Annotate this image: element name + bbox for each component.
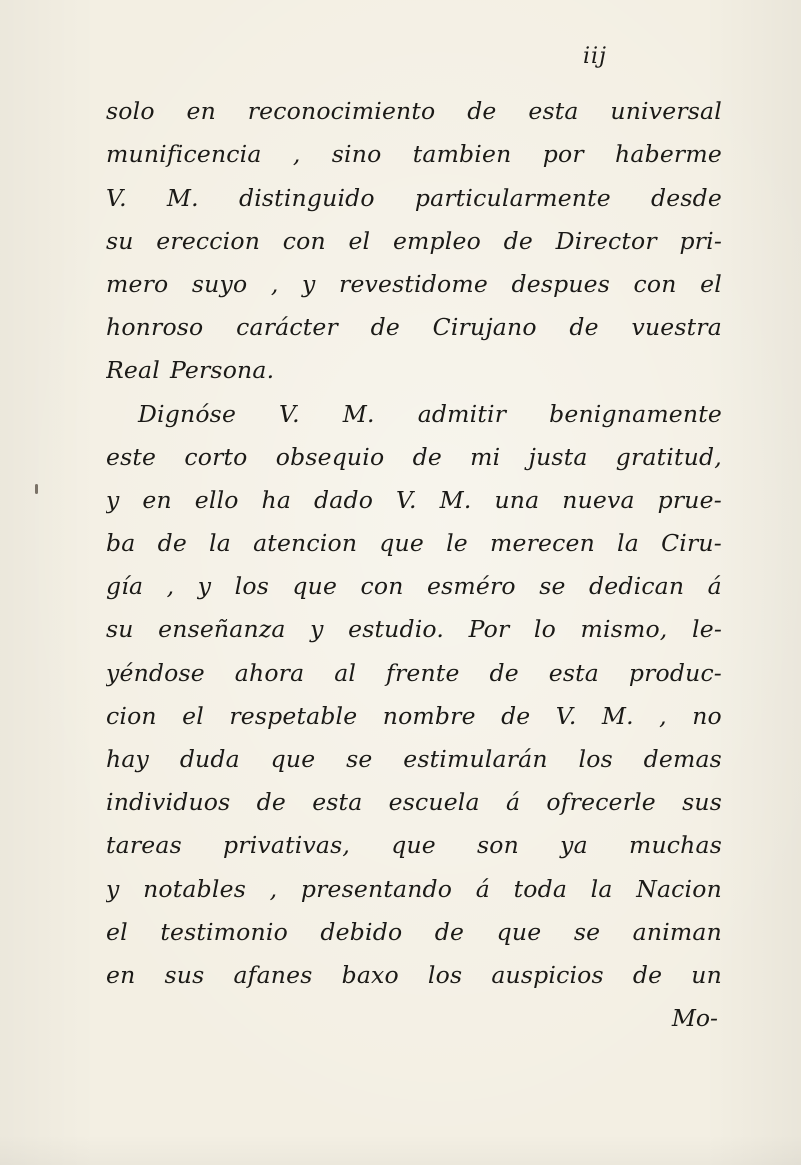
word: dado: [314, 485, 374, 514]
word: admitir: [417, 399, 507, 428]
word: á: [505, 788, 521, 817]
catchword-line: [106, 989, 722, 1032]
word: cion: [106, 701, 157, 730]
text-line: [106, 773, 722, 816]
word: la: [617, 529, 639, 558]
word: M.: [166, 183, 199, 212]
word: pri-: [679, 226, 722, 255]
word: baxo: [341, 960, 399, 989]
word: á: [707, 572, 722, 601]
text-line: [106, 255, 722, 298]
word: Real: [106, 356, 160, 385]
word: de: [569, 313, 599, 342]
text-line: [106, 168, 722, 211]
word: que: [391, 831, 436, 860]
word: de: [632, 960, 663, 989]
word: de: [256, 788, 286, 817]
text-line: [106, 557, 722, 600]
word: y: [310, 615, 324, 644]
word: M.: [342, 399, 375, 428]
word: solo: [106, 97, 155, 126]
text-line: [106, 341, 722, 384]
word: M.: [601, 701, 634, 730]
word: esta: [312, 788, 363, 817]
word: con: [282, 226, 326, 255]
word: á: [475, 874, 490, 903]
word: presentando: [300, 874, 453, 903]
word: de: [501, 701, 531, 730]
word: vuestra: [631, 313, 722, 342]
page-edge-mark: [35, 484, 38, 494]
word: tambien: [412, 140, 512, 169]
word: afanes: [233, 960, 313, 989]
word: gía: [106, 572, 144, 601]
word: suyo: [191, 269, 248, 298]
word: la: [590, 874, 613, 903]
word: demas: [643, 745, 722, 773]
word: animan: [632, 917, 722, 946]
word: por: [542, 140, 584, 169]
word: ,: [292, 140, 301, 169]
word: tareas: [106, 831, 182, 860]
word: son: [477, 831, 519, 860]
text-line: [106, 82, 722, 125]
word: prue-: [657, 485, 722, 514]
word: despues: [511, 269, 611, 298]
word: escuela: [388, 788, 480, 817]
word: haberme: [615, 140, 722, 169]
word: con: [633, 269, 677, 298]
word: le: [446, 529, 468, 558]
word: que: [496, 917, 542, 946]
word: Cirujano: [432, 313, 537, 342]
text-line: [106, 212, 722, 255]
word: obsequio: [275, 442, 385, 471]
text-line: [106, 600, 722, 643]
word: respetable: [229, 701, 358, 730]
word: mi: [470, 442, 501, 471]
word: de: [412, 442, 442, 471]
word: este: [106, 442, 157, 471]
word: ,: [269, 874, 278, 903]
word: Persona.: [169, 356, 275, 385]
text-line: [106, 384, 722, 427]
word: ahora: [234, 658, 305, 687]
text-line: [106, 946, 722, 989]
word: ello: [194, 485, 239, 514]
word: merecen: [490, 529, 595, 558]
word: V.: [555, 701, 577, 730]
text-line: [106, 816, 722, 859]
word: de: [489, 658, 519, 687]
word: ofrecerle: [546, 788, 656, 817]
word: Dignóse: [138, 399, 237, 428]
word: el: [348, 226, 371, 255]
word: particularmente: [414, 183, 611, 212]
text-line: [106, 514, 722, 557]
word: nombre: [382, 701, 476, 730]
word: M.: [439, 485, 472, 514]
text-line: [106, 428, 722, 471]
word: produc-: [628, 658, 722, 687]
word: y: [197, 572, 212, 601]
text-line: [106, 903, 722, 946]
word: se: [539, 572, 566, 601]
text-line: [106, 859, 722, 902]
word: que: [292, 572, 338, 601]
word: ,: [270, 269, 279, 298]
word: ,: [659, 701, 667, 730]
word: muchas: [628, 831, 722, 860]
word: el: [106, 917, 128, 946]
word: frente: [386, 658, 460, 687]
page-number: iij: [583, 44, 607, 69]
word: de: [370, 313, 400, 342]
word: ba: [106, 529, 136, 558]
word: V.: [395, 485, 417, 514]
word: de: [157, 529, 187, 558]
word: un: [691, 960, 722, 989]
word: mero: [106, 269, 169, 298]
word: notables: [143, 874, 246, 903]
word: duda: [179, 745, 240, 773]
catchword: Mo-: [671, 1004, 718, 1033]
word: toda: [513, 874, 568, 903]
word: reconocimiento: [247, 97, 436, 126]
word: ereccion: [156, 226, 261, 255]
word: el: [700, 269, 722, 298]
word: benignamente: [549, 399, 722, 428]
word: universal: [610, 97, 722, 126]
word: estudio.: [348, 615, 445, 644]
word: la: [209, 529, 231, 558]
word: le-: [692, 615, 722, 644]
text-line: [106, 471, 722, 514]
text-line: [106, 687, 722, 730]
word: esta: [528, 97, 579, 126]
word: desde: [651, 183, 722, 212]
word: al: [334, 658, 357, 687]
word: lo: [533, 615, 556, 644]
word: en: [106, 960, 136, 989]
text-line: [106, 125, 722, 168]
word: de: [434, 917, 465, 946]
word: corto: [184, 442, 248, 471]
word: revestidome: [339, 269, 488, 298]
word: V.: [279, 399, 300, 428]
word: en: [186, 97, 216, 126]
word: Por: [468, 615, 510, 644]
word: enseñanza: [158, 615, 286, 644]
word: justa: [528, 442, 588, 471]
word: ha: [261, 485, 292, 514]
text-line: [106, 298, 722, 341]
word: ya: [560, 831, 588, 860]
word: que: [270, 745, 316, 773]
word: empleo: [392, 226, 481, 255]
word: que: [379, 529, 424, 558]
word: ,: [166, 572, 175, 601]
text-line: [106, 643, 722, 686]
word: Director: [555, 226, 657, 255]
word: de: [467, 97, 497, 126]
word: sino: [331, 140, 382, 169]
word: los: [427, 960, 463, 989]
word: en: [142, 485, 172, 514]
word: no: [692, 701, 722, 730]
word: yéndose: [106, 658, 205, 687]
word: su: [106, 226, 134, 255]
word: auspicios: [491, 960, 604, 989]
word: nueva: [562, 485, 635, 514]
text-line: [106, 730, 722, 773]
paper-shadow: [0, 1135, 801, 1165]
word: gratitud,: [615, 442, 722, 471]
body-text: [106, 82, 722, 1032]
word: el: [182, 701, 204, 730]
word: estimularán: [403, 745, 548, 773]
word: y: [302, 269, 316, 298]
word: testimonio: [160, 917, 288, 946]
word: los: [578, 745, 613, 773]
word: dedican: [589, 572, 685, 601]
word: y: [106, 485, 120, 514]
word: honroso: [106, 313, 204, 342]
word: los: [234, 572, 269, 601]
word: privativas,: [223, 831, 351, 860]
word: atencion: [253, 529, 358, 558]
word: hay: [106, 745, 150, 773]
word: esta: [548, 658, 599, 687]
word: sus: [164, 960, 205, 989]
word: distinguido: [238, 183, 375, 212]
word: mismo,: [580, 615, 668, 644]
word: individuos: [106, 788, 231, 817]
word: una: [494, 485, 540, 514]
word: de: [503, 226, 533, 255]
word: su: [106, 615, 134, 644]
word: munificencia: [106, 140, 262, 169]
word: esméro: [427, 572, 516, 601]
word: debido: [320, 917, 403, 946]
word: se: [573, 917, 601, 946]
word: Ciru-: [661, 529, 722, 558]
word: se: [346, 745, 373, 773]
word: sus: [682, 788, 722, 817]
word: carácter: [236, 313, 338, 342]
word: V.: [106, 183, 127, 212]
word: y: [106, 874, 120, 903]
word: Nacion: [636, 874, 722, 903]
word: con: [360, 572, 404, 601]
